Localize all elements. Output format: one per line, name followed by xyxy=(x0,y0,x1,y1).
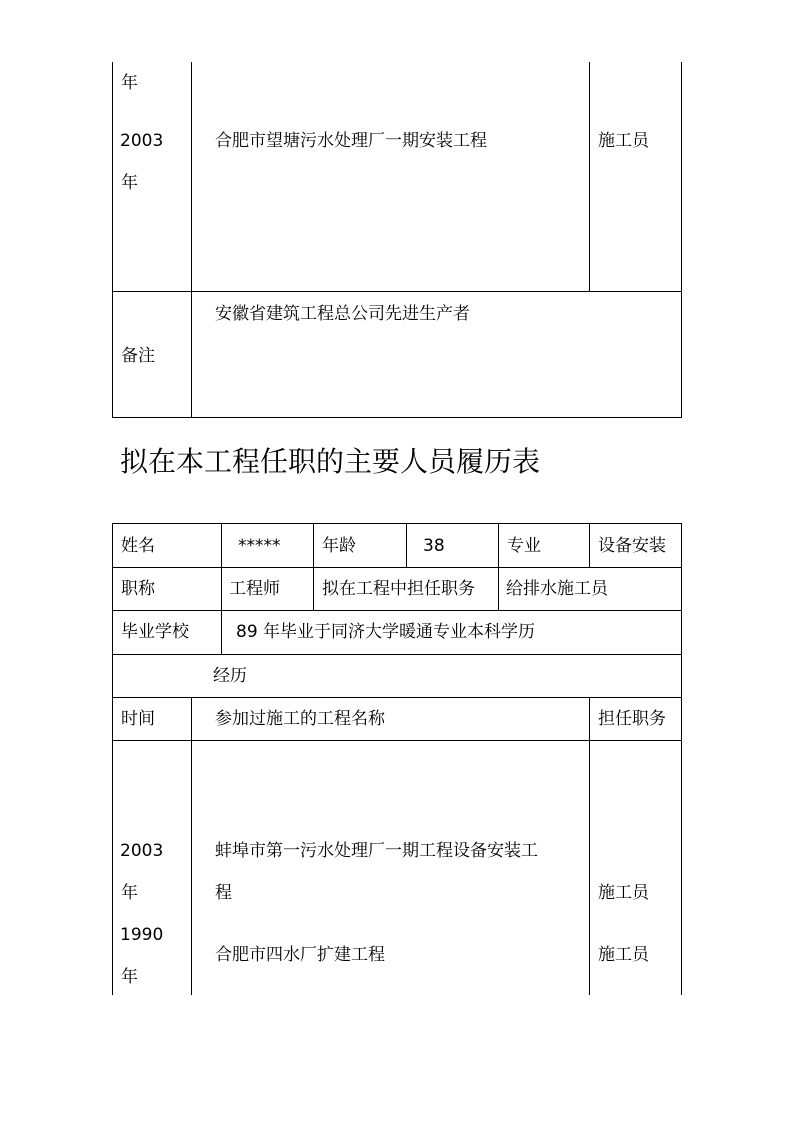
role-cell: 施工员 xyxy=(598,131,649,151)
table-border xyxy=(112,697,682,698)
entry-year-suffix: 年 xyxy=(121,967,138,987)
table-border xyxy=(112,740,682,741)
table-border xyxy=(589,697,590,995)
time-cell: 2003 xyxy=(120,131,164,151)
school-label: 毕业学校 xyxy=(121,622,189,642)
table-border xyxy=(112,567,682,568)
school-value: 89 年毕业于同济大学暖通专业本科学历 xyxy=(236,622,536,642)
time-cell: 年 xyxy=(121,173,138,193)
table-border xyxy=(112,417,682,418)
table-border xyxy=(112,654,682,655)
entry-role: 施工员 xyxy=(598,883,649,903)
column-header-time: 时间 xyxy=(121,709,155,729)
experience-label: 经历 xyxy=(213,666,247,686)
column-header-role: 担任职务 xyxy=(598,709,666,729)
column-header-project: 参加过施工的工程名称 xyxy=(215,709,385,729)
major-label: 专业 xyxy=(507,536,541,556)
major-value: 设备安装 xyxy=(598,536,666,556)
age-label: 年龄 xyxy=(322,536,356,556)
table-border xyxy=(112,523,682,524)
position-label: 拟在工程中担任职务 xyxy=(322,579,475,599)
entry-project: 蚌埠市第一污水处理厂一期工程设备安装工 xyxy=(215,841,538,861)
entry-role: 施工员 xyxy=(598,945,649,965)
time-cell: 年 xyxy=(121,73,138,93)
title-label: 职称 xyxy=(121,579,155,599)
name-value: ***** xyxy=(238,536,281,556)
table-border xyxy=(406,523,407,567)
table-border xyxy=(589,62,590,291)
entry-year-suffix: 年 xyxy=(121,883,138,903)
entry-year: 2003 xyxy=(120,841,164,861)
table-border xyxy=(589,523,590,567)
title-value: 工程师 xyxy=(229,579,280,599)
entry-year: 1990 xyxy=(120,925,164,945)
remark-label: 备注 xyxy=(121,346,155,366)
entry-project: 合肥市四水厂扩建工程 xyxy=(215,945,385,965)
remark-value: 安徽省建筑工程总公司先进生产者 xyxy=(215,304,470,324)
name-label: 姓名 xyxy=(121,536,155,556)
table-border xyxy=(191,697,192,995)
page-title: 拟在本工程任职的主要人员履历表 xyxy=(120,445,541,478)
project-cell: 合肥市望塘污水处理厂一期安装工程 xyxy=(215,131,487,151)
age-value: 38 xyxy=(423,536,445,556)
table-border xyxy=(112,291,682,292)
table-border xyxy=(681,523,682,995)
entry-project: 程 xyxy=(215,883,232,903)
table-border xyxy=(112,62,113,418)
table-border xyxy=(313,523,314,610)
position-value: 给排水施工员 xyxy=(506,579,608,599)
table-border xyxy=(191,62,192,418)
table-border xyxy=(681,62,682,418)
table-border xyxy=(221,523,222,654)
table-border xyxy=(112,610,682,611)
table-border xyxy=(498,523,499,610)
table-border xyxy=(112,523,113,995)
